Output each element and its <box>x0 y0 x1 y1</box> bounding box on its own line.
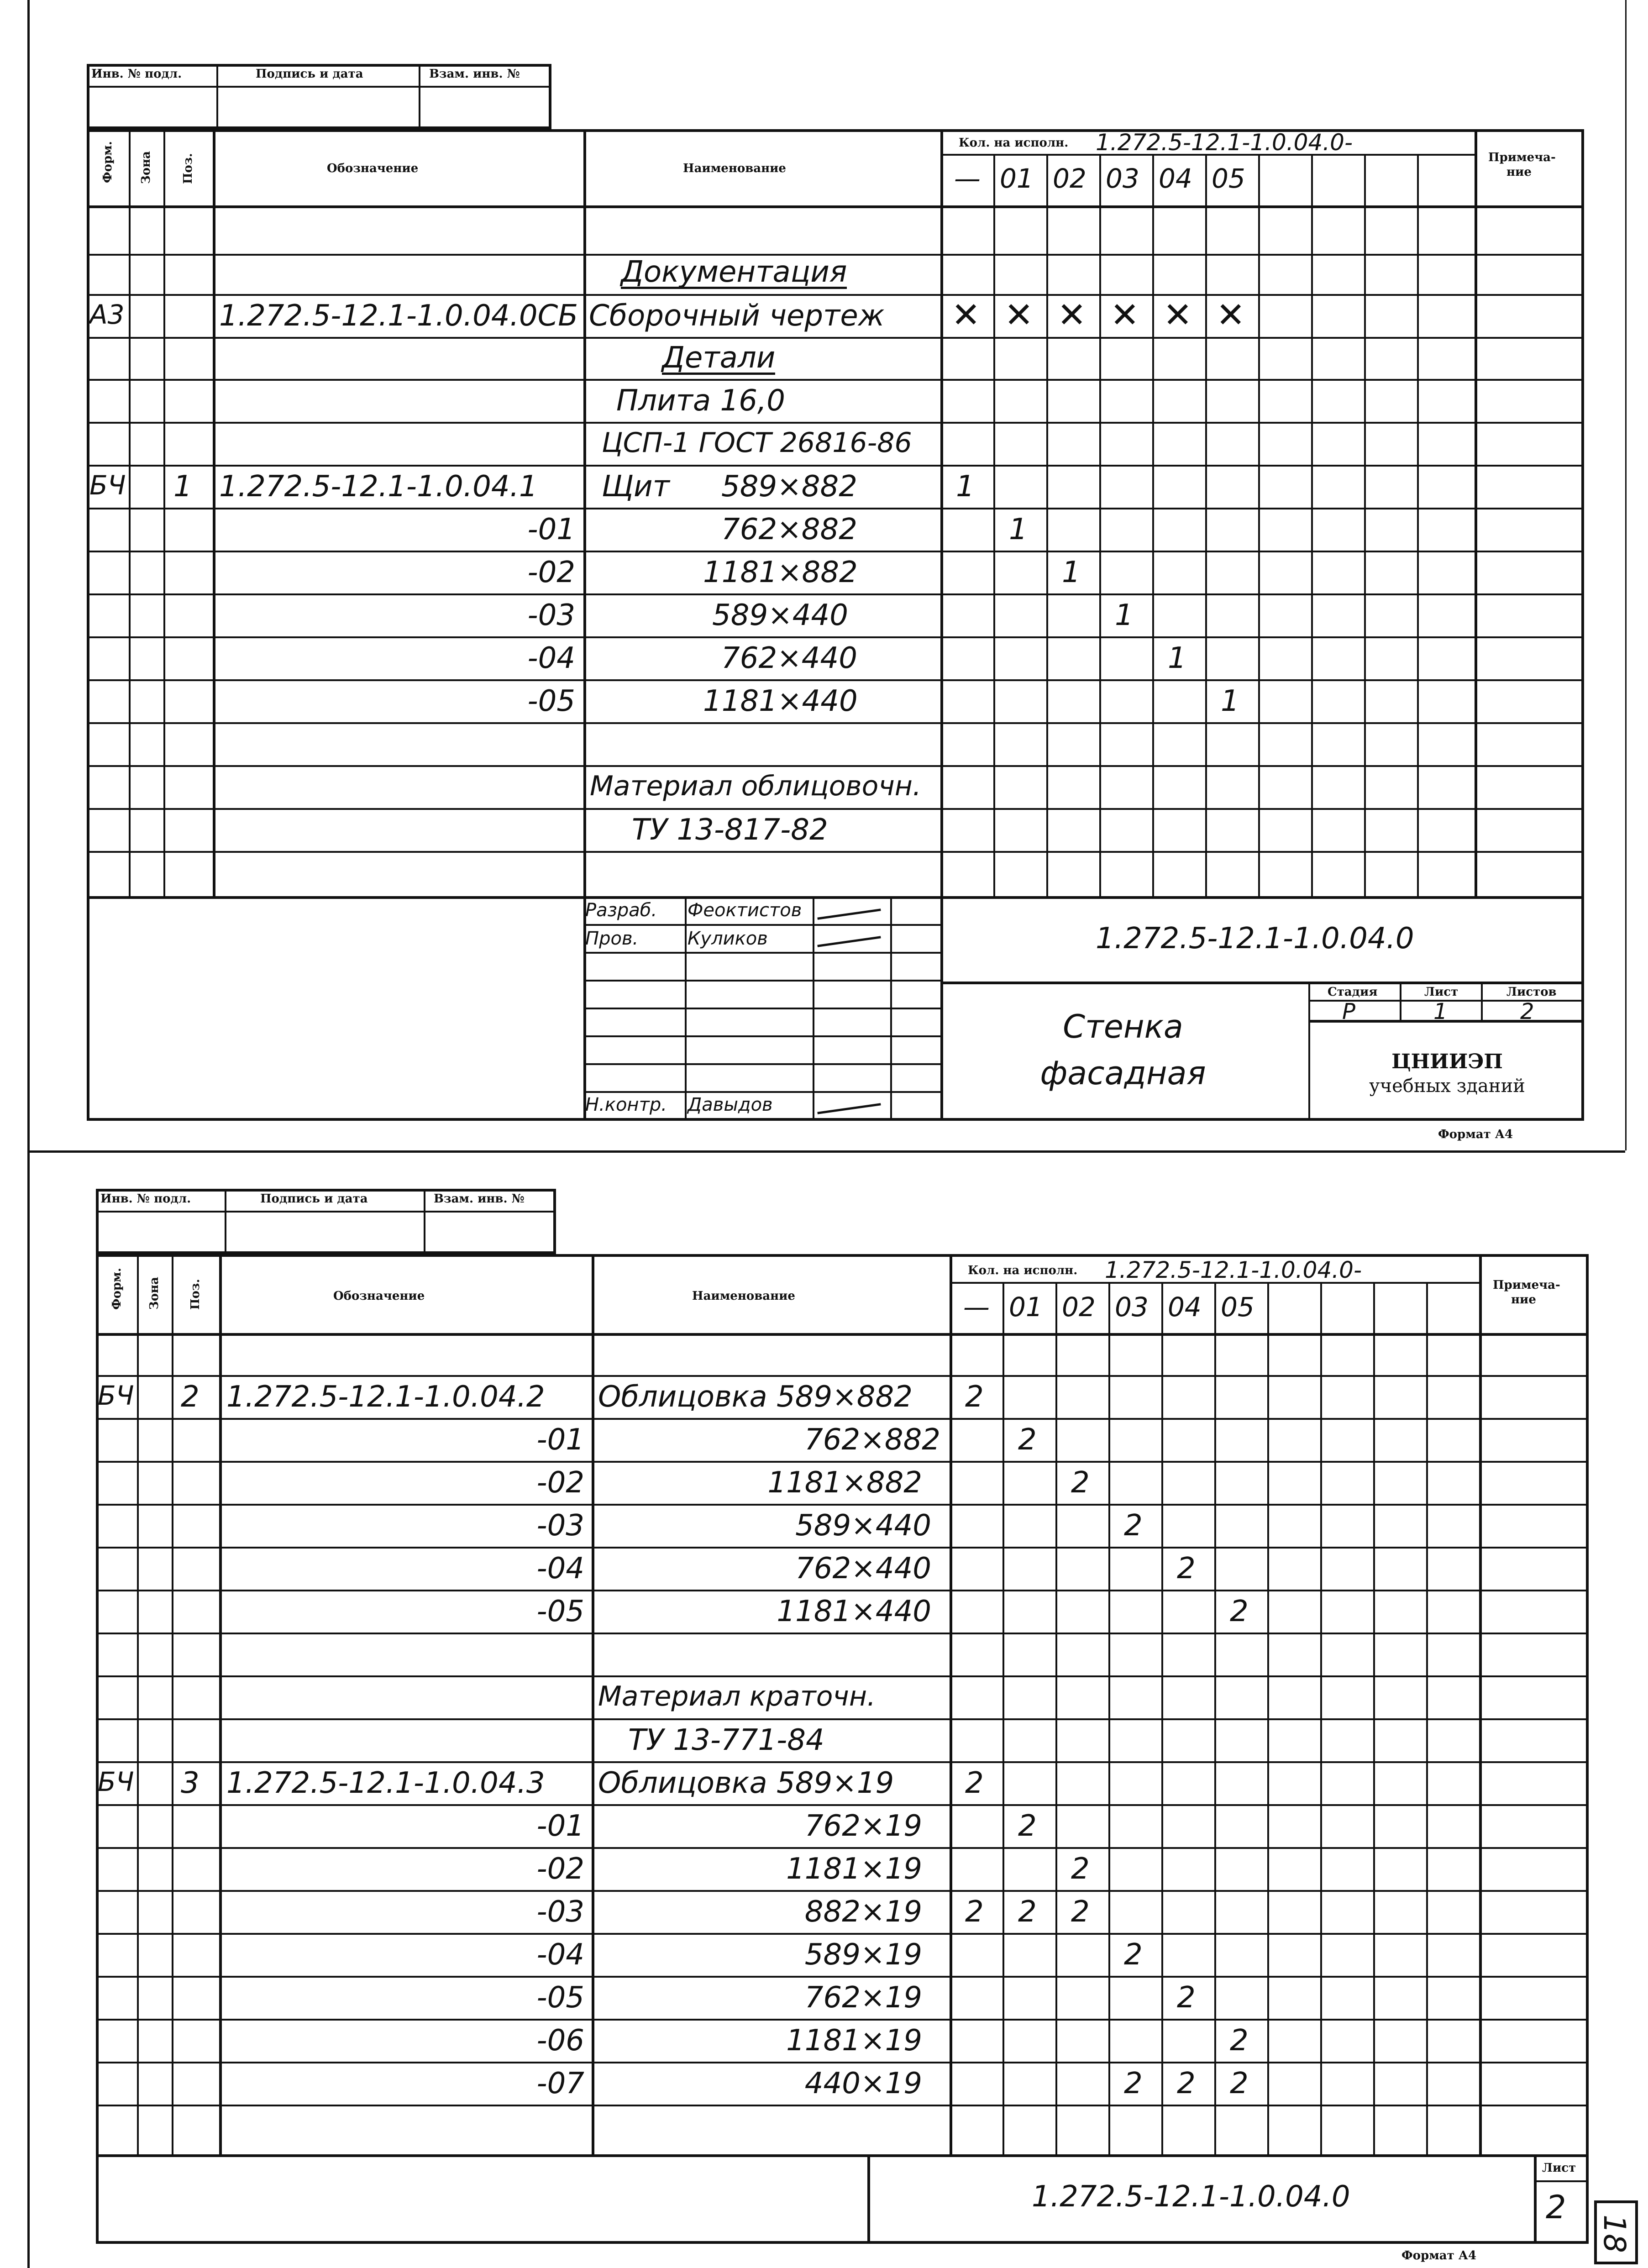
a-form: БЧ <box>98 1380 134 1411</box>
n-size: 440×19 <box>804 2067 922 2100</box>
i-q: 2 <box>1071 1852 1090 1886</box>
r1-form: А3 <box>89 299 125 330</box>
b-code: -01 <box>536 1423 584 1457</box>
header-doc-code: 1.272.5-12.1-1.0.04.0- <box>1096 129 1353 156</box>
a-code: 1.272.5-12.1-1.0.04.2 <box>226 1380 545 1414</box>
c-size: 1181×882 <box>767 1466 922 1500</box>
exec-05: 05 <box>1212 163 1245 194</box>
exec-02-2: 02 <box>1062 1292 1096 1323</box>
format-label-1: Формат А4 <box>1438 1128 1513 1141</box>
material: Материал облицовочн. <box>590 770 922 802</box>
r7-size: 1181×440 <box>703 684 858 718</box>
r2-code: 1.272.5-12.1-1.0.04.1 <box>219 470 538 504</box>
j-size: 882×19 <box>804 1895 922 1929</box>
col-kol: Кол. на исполн. <box>959 136 1069 150</box>
stadiya-label: Стадия <box>1328 985 1378 999</box>
vzam-label-2: Взам. инв. № <box>434 1192 525 1206</box>
org-name-2: учебных зданий <box>1369 1076 1525 1097</box>
d-code: -03 <box>536 1509 584 1543</box>
r1-code: 1.272.5-12.1-1.0.04.0СБ <box>219 299 578 333</box>
r6-size: 762×440 <box>721 641 857 675</box>
cross-mark-4: ✕ <box>1110 294 1139 335</box>
l-code: -05 <box>536 1981 584 2015</box>
stadiya-value: Р <box>1342 999 1355 1024</box>
g-pos: 3 <box>181 1766 199 1800</box>
k-q: 2 <box>1124 1938 1143 1972</box>
k-size: 589×19 <box>804 1938 922 1972</box>
org-name-1: ЦНИИЭП <box>1391 1050 1503 1073</box>
cross-mark-1: ✕ <box>951 294 981 335</box>
exec-03: 03 <box>1106 163 1139 194</box>
plita: Плита 16,0 <box>616 384 785 418</box>
nkontr-label: Н.контр. <box>585 1094 667 1115</box>
n-q-1: 2 <box>1124 2067 1143 2100</box>
j-q-1: 2 <box>965 1895 984 1929</box>
m-size: 1181×19 <box>786 2024 922 2058</box>
b-size: 762×882 <box>804 1423 940 1457</box>
page-number: 18 <box>1596 2215 1632 2253</box>
r2-q: 1 <box>956 470 975 504</box>
exec-01-2: 01 <box>1009 1292 1043 1323</box>
i-size: 1181×19 <box>786 1852 922 1886</box>
col-poz: Поз. <box>181 153 195 184</box>
cross-mark-5: ✕ <box>1163 294 1192 335</box>
n-q-2: 2 <box>1177 2067 1196 2100</box>
razrab-name: Феоктистов <box>688 900 802 921</box>
section-detali: Детали <box>662 341 776 375</box>
e-q: 2 <box>1177 1552 1196 1586</box>
exec-dash-2: — <box>963 1292 990 1323</box>
b-q: 2 <box>1018 1423 1037 1457</box>
page-right-edge <box>1625 0 1627 1150</box>
col-oboznachenie-2: Обозначение <box>333 1289 425 1303</box>
exec-dash: — <box>954 163 981 194</box>
list-label: Лист <box>1424 985 1459 999</box>
r4-q: 1 <box>1062 556 1081 589</box>
f-code: -05 <box>536 1595 584 1628</box>
n-q-3: 2 <box>1230 2067 1249 2100</box>
g-q: 2 <box>965 1766 984 1800</box>
col-form-2: Форм. <box>110 1268 124 1310</box>
r3-code: -01 <box>527 513 575 546</box>
r5-size: 589×440 <box>712 598 848 632</box>
k-code: -04 <box>536 1938 584 1972</box>
inv-label-2: Инв. № подл. <box>100 1192 191 1206</box>
j-code: -03 <box>536 1895 584 1929</box>
stamp-title-1: Стенка <box>1063 1008 1183 1045</box>
a-pos: 2 <box>181 1380 199 1414</box>
r1-name: Сборочный чертеж <box>589 299 885 333</box>
exec-02: 02 <box>1053 163 1086 194</box>
c-q: 2 <box>1071 1466 1090 1500</box>
nkontr-name: Давыдов <box>688 1094 773 1115</box>
cross-mark-2: ✕ <box>1004 294 1034 335</box>
header-doc-code-2: 1.272.5-12.1-1.0.04.0- <box>1105 1257 1362 1283</box>
m-q: 2 <box>1230 2024 1249 2058</box>
listov-label: Листов <box>1506 985 1557 999</box>
g-name: Облицовка 589×19 <box>598 1766 894 1800</box>
r7-q: 1 <box>1221 684 1239 718</box>
h-q: 2 <box>1018 1809 1037 1843</box>
g-code: 1.272.5-12.1-1.0.04.3 <box>226 1766 545 1800</box>
r2-pos: 1 <box>173 470 192 504</box>
col-oboznachenie: Обозначение <box>327 162 419 175</box>
r3-q: 1 <box>1009 513 1028 546</box>
col-zona-2: Зона <box>147 1277 161 1310</box>
d-size: 589×440 <box>795 1509 931 1543</box>
col-form: Форм. <box>101 141 115 183</box>
exec-03-2: 03 <box>1115 1292 1149 1323</box>
r2-form: БЧ <box>89 470 126 501</box>
i-code: -02 <box>536 1852 584 1886</box>
n-code: -07 <box>536 2067 584 2100</box>
col-primechanie-2: ние <box>1506 165 1532 179</box>
razrab-label: Разраб. <box>585 900 657 921</box>
col-primechanie-2a: Примеча- <box>1493 1278 1560 1292</box>
vzam-label: Взам. инв. № <box>429 67 520 81</box>
col-poz-2: Поз. <box>189 1279 202 1310</box>
exec-05-2: 05 <box>1221 1292 1254 1323</box>
cross-mark-6: ✕ <box>1216 294 1245 335</box>
e-size: 762×440 <box>795 1552 931 1586</box>
r5-q: 1 <box>1115 598 1134 632</box>
j-q-3: 2 <box>1071 1895 1090 1929</box>
a-name: Облицовка 589×882 <box>598 1380 913 1414</box>
g-form: БЧ <box>98 1766 134 1797</box>
exec-01: 01 <box>1000 163 1034 194</box>
material-2: Материал краточн. <box>598 1680 876 1712</box>
l-q: 2 <box>1177 1981 1196 2015</box>
r4-code: -02 <box>527 556 575 589</box>
a-q: 2 <box>965 1380 984 1414</box>
page-left-edge <box>27 0 30 2268</box>
col-primechanie-2b: ние <box>1511 1293 1536 1307</box>
listov-value: 2 <box>1520 999 1534 1024</box>
h-code: -01 <box>536 1809 584 1843</box>
inv-label: Инв. № подл. <box>91 67 182 81</box>
cross-mark-3: ✕ <box>1057 294 1086 335</box>
r6-q: 1 <box>1168 641 1186 675</box>
c-code: -02 <box>536 1466 584 1500</box>
format-label-2: Формат А4 <box>1401 2249 1477 2263</box>
r6-code: -04 <box>527 641 575 675</box>
col-zona: Зона <box>139 151 153 184</box>
f-q: 2 <box>1230 1595 1249 1628</box>
col-naimenovanie-2: Наименование <box>692 1289 795 1303</box>
col-primechanie-1: Примеча- <box>1488 151 1556 164</box>
d-q: 2 <box>1124 1509 1143 1543</box>
prov-label: Пров. <box>585 928 639 949</box>
r7-code: -05 <box>527 684 575 718</box>
podpis-label: Подпись и дата <box>256 67 363 81</box>
list-value-2: 2 <box>1546 2189 1566 2226</box>
list-label-2: Лист <box>1542 2161 1576 2175</box>
stamp-title-2: фасадная <box>1040 1055 1206 1092</box>
col-kol-2: Кол. на исполн. <box>968 1264 1078 1277</box>
ty: ТУ 13-817-82 <box>632 813 828 847</box>
e-code: -04 <box>536 1552 584 1586</box>
r5-code: -03 <box>527 598 575 632</box>
ty-2: ТУ 13-771-84 <box>628 1723 824 1757</box>
stamp-2-code: 1.272.5-12.1-1.0.04.0 <box>1032 2180 1350 2214</box>
l-size: 762×19 <box>804 1981 922 2015</box>
section-dokumentaciya: Документация <box>621 255 847 289</box>
j-q-2: 2 <box>1018 1895 1037 1929</box>
stamp-1-code: 1.272.5-12.1-1.0.04.0 <box>1096 922 1414 956</box>
podpis-label-2: Подпись и дата <box>260 1192 368 1206</box>
sheet-divider <box>27 1150 1625 1153</box>
exec-04-2: 04 <box>1168 1292 1202 1323</box>
list-value: 1 <box>1433 999 1448 1024</box>
col-naimenovanie: Наименование <box>683 162 786 175</box>
prov-name: Куликов <box>688 928 768 949</box>
r3-size: 762×882 <box>721 513 857 546</box>
r2-size: 589×882 <box>721 470 857 504</box>
h-size: 762×19 <box>804 1809 922 1843</box>
f-size: 1181×440 <box>777 1595 931 1628</box>
r4-size: 1181×882 <box>703 556 858 589</box>
csp: ЦСП-1 ГОСТ 26816-86 <box>602 427 912 459</box>
exec-04: 04 <box>1159 163 1192 194</box>
m-code: -06 <box>536 2024 584 2058</box>
r2-name: Щит <box>602 470 670 504</box>
